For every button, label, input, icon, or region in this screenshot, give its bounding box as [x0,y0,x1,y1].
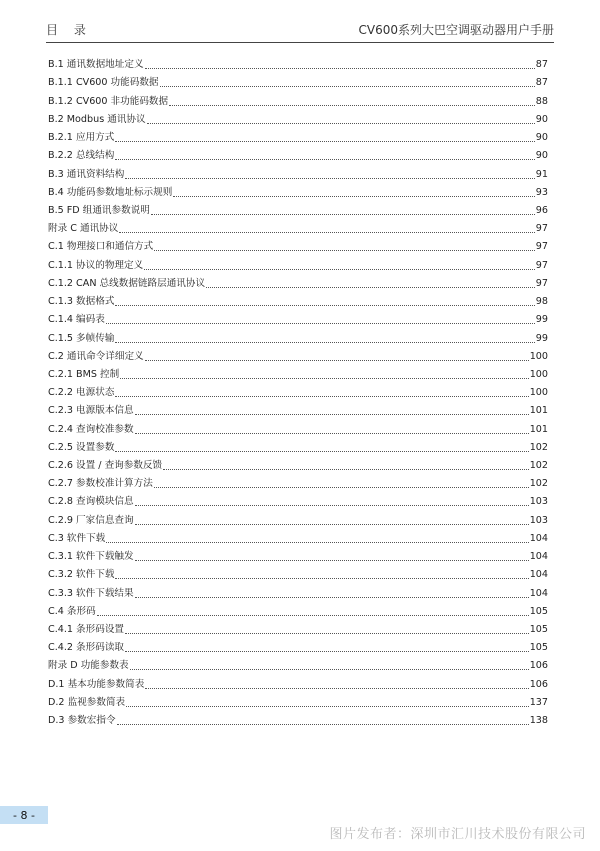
toc-leader-dots [154,249,535,251]
toc-entry-label: B.5 FD 组通讯参数说明 [48,204,150,216]
toc-entry[interactable] [48,508,548,526]
toc-entry-page: 105 [529,624,548,635]
toc-entry-page: 105 [529,605,548,617]
toc-leader-dots [135,559,529,561]
toc-entry-page: 102 [529,460,548,472]
toc-entry[interactable] [48,181,548,199]
toc-entry[interactable] [48,345,548,363]
toc-entry[interactable] [48,308,548,326]
toc-leader-dots [106,322,535,324]
toc-entry-page: 87 [535,59,548,71]
toc-entry[interactable] [48,253,548,271]
toc-entry-label: B.4 功能码参数地址标示规则 [48,186,173,198]
toc-entry-page: 97 [535,259,548,271]
toc-leader-dots [115,577,528,579]
toc-entry-label: C.1.4 编码表 [48,314,105,326]
toc-entry-page: 103 [529,496,548,508]
toc-leader-dots [173,195,534,197]
toc-entry[interactable] [48,563,548,581]
toc-entry-label: C.4.1 条形码设置 [48,624,125,635]
toc-leader-dots [130,668,529,670]
toc-entry[interactable] [48,490,548,508]
toc-entry-label: C.4.2 条形码读取 [48,642,125,654]
toc-leader-dots [135,504,529,506]
toc-leader-dots [106,541,528,543]
toc-entry-page: 93 [535,186,548,198]
toc-entry-label: C.2.5 设置参数 [48,441,115,453]
toc-entry[interactable] [48,472,548,490]
toc-leader-dots [125,632,529,634]
toc-entry-page: 97 [535,241,548,253]
toc-entry[interactable] [48,108,548,126]
toc-entry-label: C.2.8 查询模块信息 [48,496,134,508]
toc-leader-dots [135,432,529,434]
toc-entry-page: 99 [535,332,548,344]
toc-entry-label: C.3.1 软件下载触发 [48,551,134,563]
toc-entry-label: C.2.9 厂家信息查询 [48,514,134,526]
toc-entry[interactable] [48,326,548,344]
toc-entry-page: 100 [529,350,548,362]
toc-entry-page: 91 [535,168,548,180]
toc-entry[interactable] [48,89,548,107]
toc-entry-label: B.1.1 CV600 功能码数据 [48,77,159,89]
toc-entry[interactable] [48,381,548,399]
toc-entry-label: D.1 基本功能参数简表 [48,678,145,690]
header-section-title: 目 录 [46,23,92,37]
header-manual-title: CV600系列大巴空调驱动器用户手册 [358,23,554,37]
toc-entry[interactable] [48,672,548,690]
toc-entry-page: 101 [529,405,548,417]
toc-entry[interactable] [48,691,548,709]
toc-leader-dots [120,377,528,379]
toc-entry[interactable] [48,417,548,435]
toc-entry-page: 105 [529,642,548,654]
toc-entry-label: C.1 物理接口和通信方式 [48,241,154,253]
toc-leader-dots [135,523,529,525]
toc-leader-dots [115,304,534,306]
toc-entry-page: 87 [535,77,548,89]
toc-entry-label: B.2.2 总线结构 [48,150,115,162]
toc-entry-page: 100 [529,387,548,399]
toc-entry-label: C.2.4 查询校准参数 [48,423,134,435]
toc-entry[interactable] [48,581,548,599]
toc-entry-page: 104 [529,587,548,599]
toc-entry-page: 100 [529,368,548,380]
toc-entry-label: C.2.1 BMS 控制 [48,368,120,380]
toc-entry-label: C.2.6 设置 / 查询参数反馈 [48,460,163,472]
toc-entry-page: 98 [535,296,548,308]
toc-entry-page: 102 [529,441,548,453]
toc-entry-page: 90 [535,150,548,162]
toc-entry[interactable] [48,272,548,290]
toc-entry[interactable] [48,709,548,727]
toc-leader-dots [206,286,535,288]
toc-entry-label: C.3.3 软件下载结果 [48,587,134,599]
table-of-contents [48,53,548,727]
toc-entry-page: 103 [529,514,548,526]
toc-entry-label: C.2.2 电源状态 [48,387,115,399]
toc-entry-page: 104 [529,551,548,563]
toc-entry-label: D.3 参数宏指令 [48,715,116,727]
toc-entry-label: C.3.2 软件下载 [48,569,115,581]
toc-entry[interactable] [48,454,548,472]
toc-entry[interactable] [48,162,548,180]
toc-entry-page: 90 [535,113,548,125]
toc-entry[interactable] [48,217,548,235]
toc-entry-page: 106 [529,678,548,690]
toc-leader-dots [115,395,528,397]
toc-entry[interactable] [48,71,548,89]
toc-entry-page: 106 [529,660,548,672]
toc-entry-label: B.1 通讯数据地址定义 [48,59,144,71]
toc-entry-label: C.2.7 参数校准计算方法 [48,478,153,490]
toc-leader-dots [160,85,535,87]
toc-entry[interactable] [48,636,548,654]
toc-entry-page: 97 [535,223,548,235]
toc-leader-dots [144,268,535,270]
toc-leader-dots [125,177,534,179]
toc-entry-label: 附录 C 通讯协议 [48,223,119,235]
toc-entry-page: 96 [535,204,548,216]
toc-entry-label: C.2.3 电源版本信息 [48,405,134,417]
footer-publisher: 图片发布者：深圳市汇川技术股份有限公司 [329,827,586,842]
toc-leader-dots [115,140,534,142]
toc-leader-dots [145,359,529,361]
toc-entry-label: B.2.1 应用方式 [48,132,115,144]
toc-entry-label: C.4 条形码 [48,605,96,617]
toc-leader-dots [115,450,528,452]
toc-leader-dots [169,104,535,106]
toc-entry[interactable] [48,545,548,563]
page-number: - 8 - [0,806,48,824]
toc-leader-dots [97,614,529,616]
toc-leader-dots [154,486,529,488]
toc-entry-label: 附录 D 功能参数表 [48,660,129,672]
toc-entry[interactable] [48,399,548,417]
toc-entry-page: 104 [529,532,548,544]
page-header [46,18,554,43]
toc-entry-label: C.2 通讯命令详细定义 [48,350,144,362]
toc-leader-dots [126,705,529,707]
toc-leader-dots [163,468,529,470]
toc-leader-dots [117,723,529,725]
toc-leader-dots [135,413,529,415]
toc-entry-label: B.3 通讯资料结构 [48,168,125,180]
toc-entry[interactable] [48,290,548,308]
toc-leader-dots [145,67,535,69]
toc-entry-label: C.1.5 多帧传输 [48,332,115,344]
toc-entry-page: 137 [529,696,548,708]
toc-leader-dots [119,231,534,233]
toc-entry[interactable] [48,144,548,162]
toc-entry-label: C.1.1 协议的物理定义 [48,259,144,271]
toc-entry-page: 99 [535,314,548,326]
toc-entry-page: 90 [535,132,548,144]
toc-entry-label: C.3 软件下载 [48,532,106,544]
toc-leader-dots [145,687,528,689]
toc-entry-label: C.1.2 CAN 总线数据链路层通讯协议 [48,277,206,289]
toc-entry-page: 138 [529,715,548,727]
toc-entry-page: 104 [529,569,548,581]
toc-entry-label: D.2 监视参数简表 [48,696,126,708]
toc-entry-page: 101 [529,423,548,435]
toc-entry[interactable] [48,654,548,672]
toc-entry[interactable] [48,235,548,253]
toc-entry[interactable] [48,618,548,636]
toc-entry-page: 97 [535,277,548,289]
toc-leader-dots [115,158,534,160]
toc-leader-dots [125,650,529,652]
toc-entry[interactable] [48,363,548,381]
toc-entry[interactable] [48,53,548,71]
toc-entry[interactable] [48,436,548,454]
toc-entry-page: 88 [535,95,548,107]
toc-entry-label: B.2 Modbus 通讯协议 [48,113,146,125]
toc-entry[interactable] [48,126,548,144]
toc-entry-label: C.1.3 数据格式 [48,296,115,308]
toc-entry-label: B.1.2 CV600 非功能码数据 [48,95,169,107]
toc-entry[interactable] [48,199,548,217]
toc-leader-dots [151,213,535,215]
toc-leader-dots [135,596,529,598]
toc-entry[interactable] [48,600,548,618]
toc-leader-dots [147,122,535,124]
toc-entry[interactable] [48,527,548,545]
toc-leader-dots [115,341,534,343]
toc-entry-page: 102 [529,478,548,490]
